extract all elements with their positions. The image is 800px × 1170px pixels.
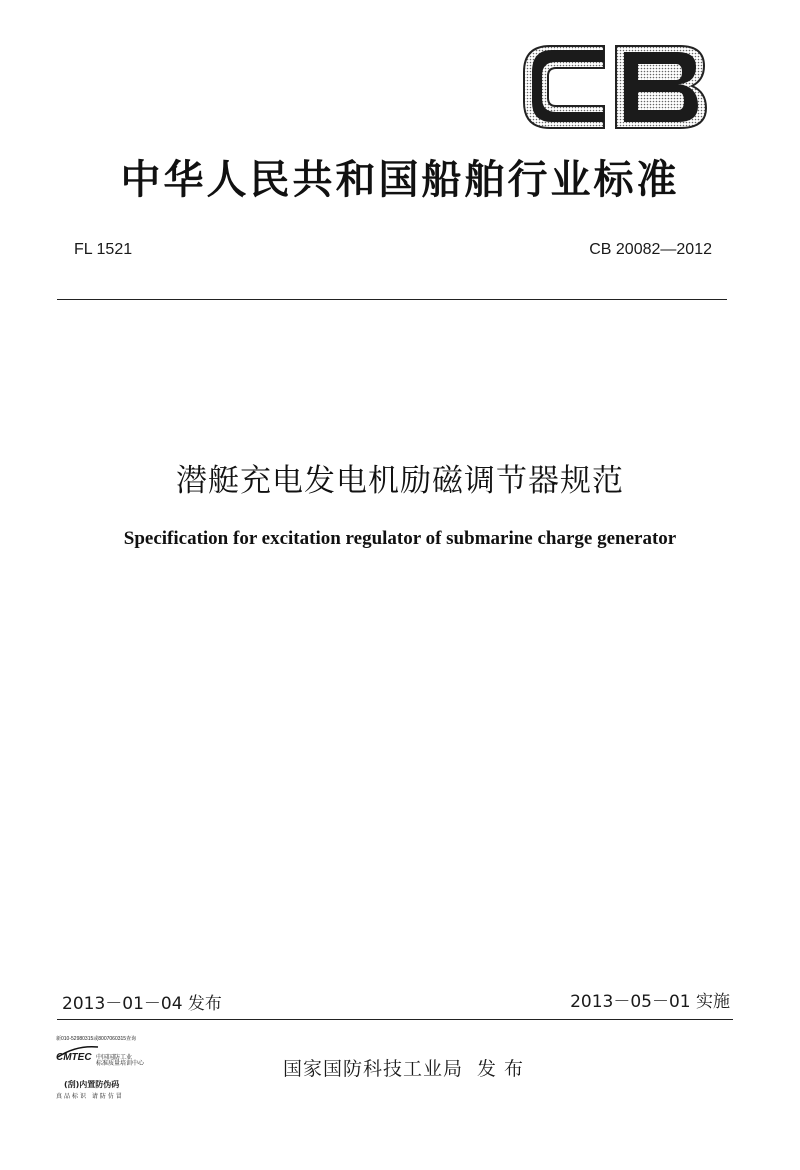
- publisher-verb: 发 布: [477, 1058, 525, 1080]
- stamp-authenticity-note: 真品标识 请防仿冒: [56, 1093, 124, 1100]
- stamp-logo-text: CMTEC: [56, 1052, 92, 1063]
- stamp-org-line2: 标准质量培训中心: [96, 1060, 145, 1067]
- publisher: [283, 1054, 524, 1081]
- document-title-english: Specification for excitation regulator of submarine charge generator: [123, 528, 677, 549]
- stamp-organization: [96, 1055, 144, 1067]
- standard-title: 中华人民共和国船舶行业标准: [120, 157, 680, 203]
- stamp-org-line1: 中国国防工业: [96, 1054, 133, 1061]
- header-divider: [57, 299, 727, 300]
- issue-date: 2013－01－04 发布: [62, 994, 222, 1014]
- publisher-name: 国家国防科技工业局: [283, 1058, 464, 1080]
- standard-number: CB 20082—2012: [589, 241, 712, 258]
- document-title-chinese: 潜艇充电发电机励磁调节器规范: [176, 463, 624, 499]
- cb-logo-icon: [520, 40, 710, 135]
- stamp-hotline: 新010-52980315或8007060315查询: [56, 1036, 137, 1042]
- implementation-date: 2013－05－01 实施: [570, 992, 730, 1012]
- footer-divider: [57, 1019, 733, 1020]
- anti-counterfeit-stamp: [56, 1035, 166, 1101]
- classification-code: FL 1521: [74, 241, 133, 258]
- stamp-security-code: (刮)内置防伪码: [64, 1080, 120, 1089]
